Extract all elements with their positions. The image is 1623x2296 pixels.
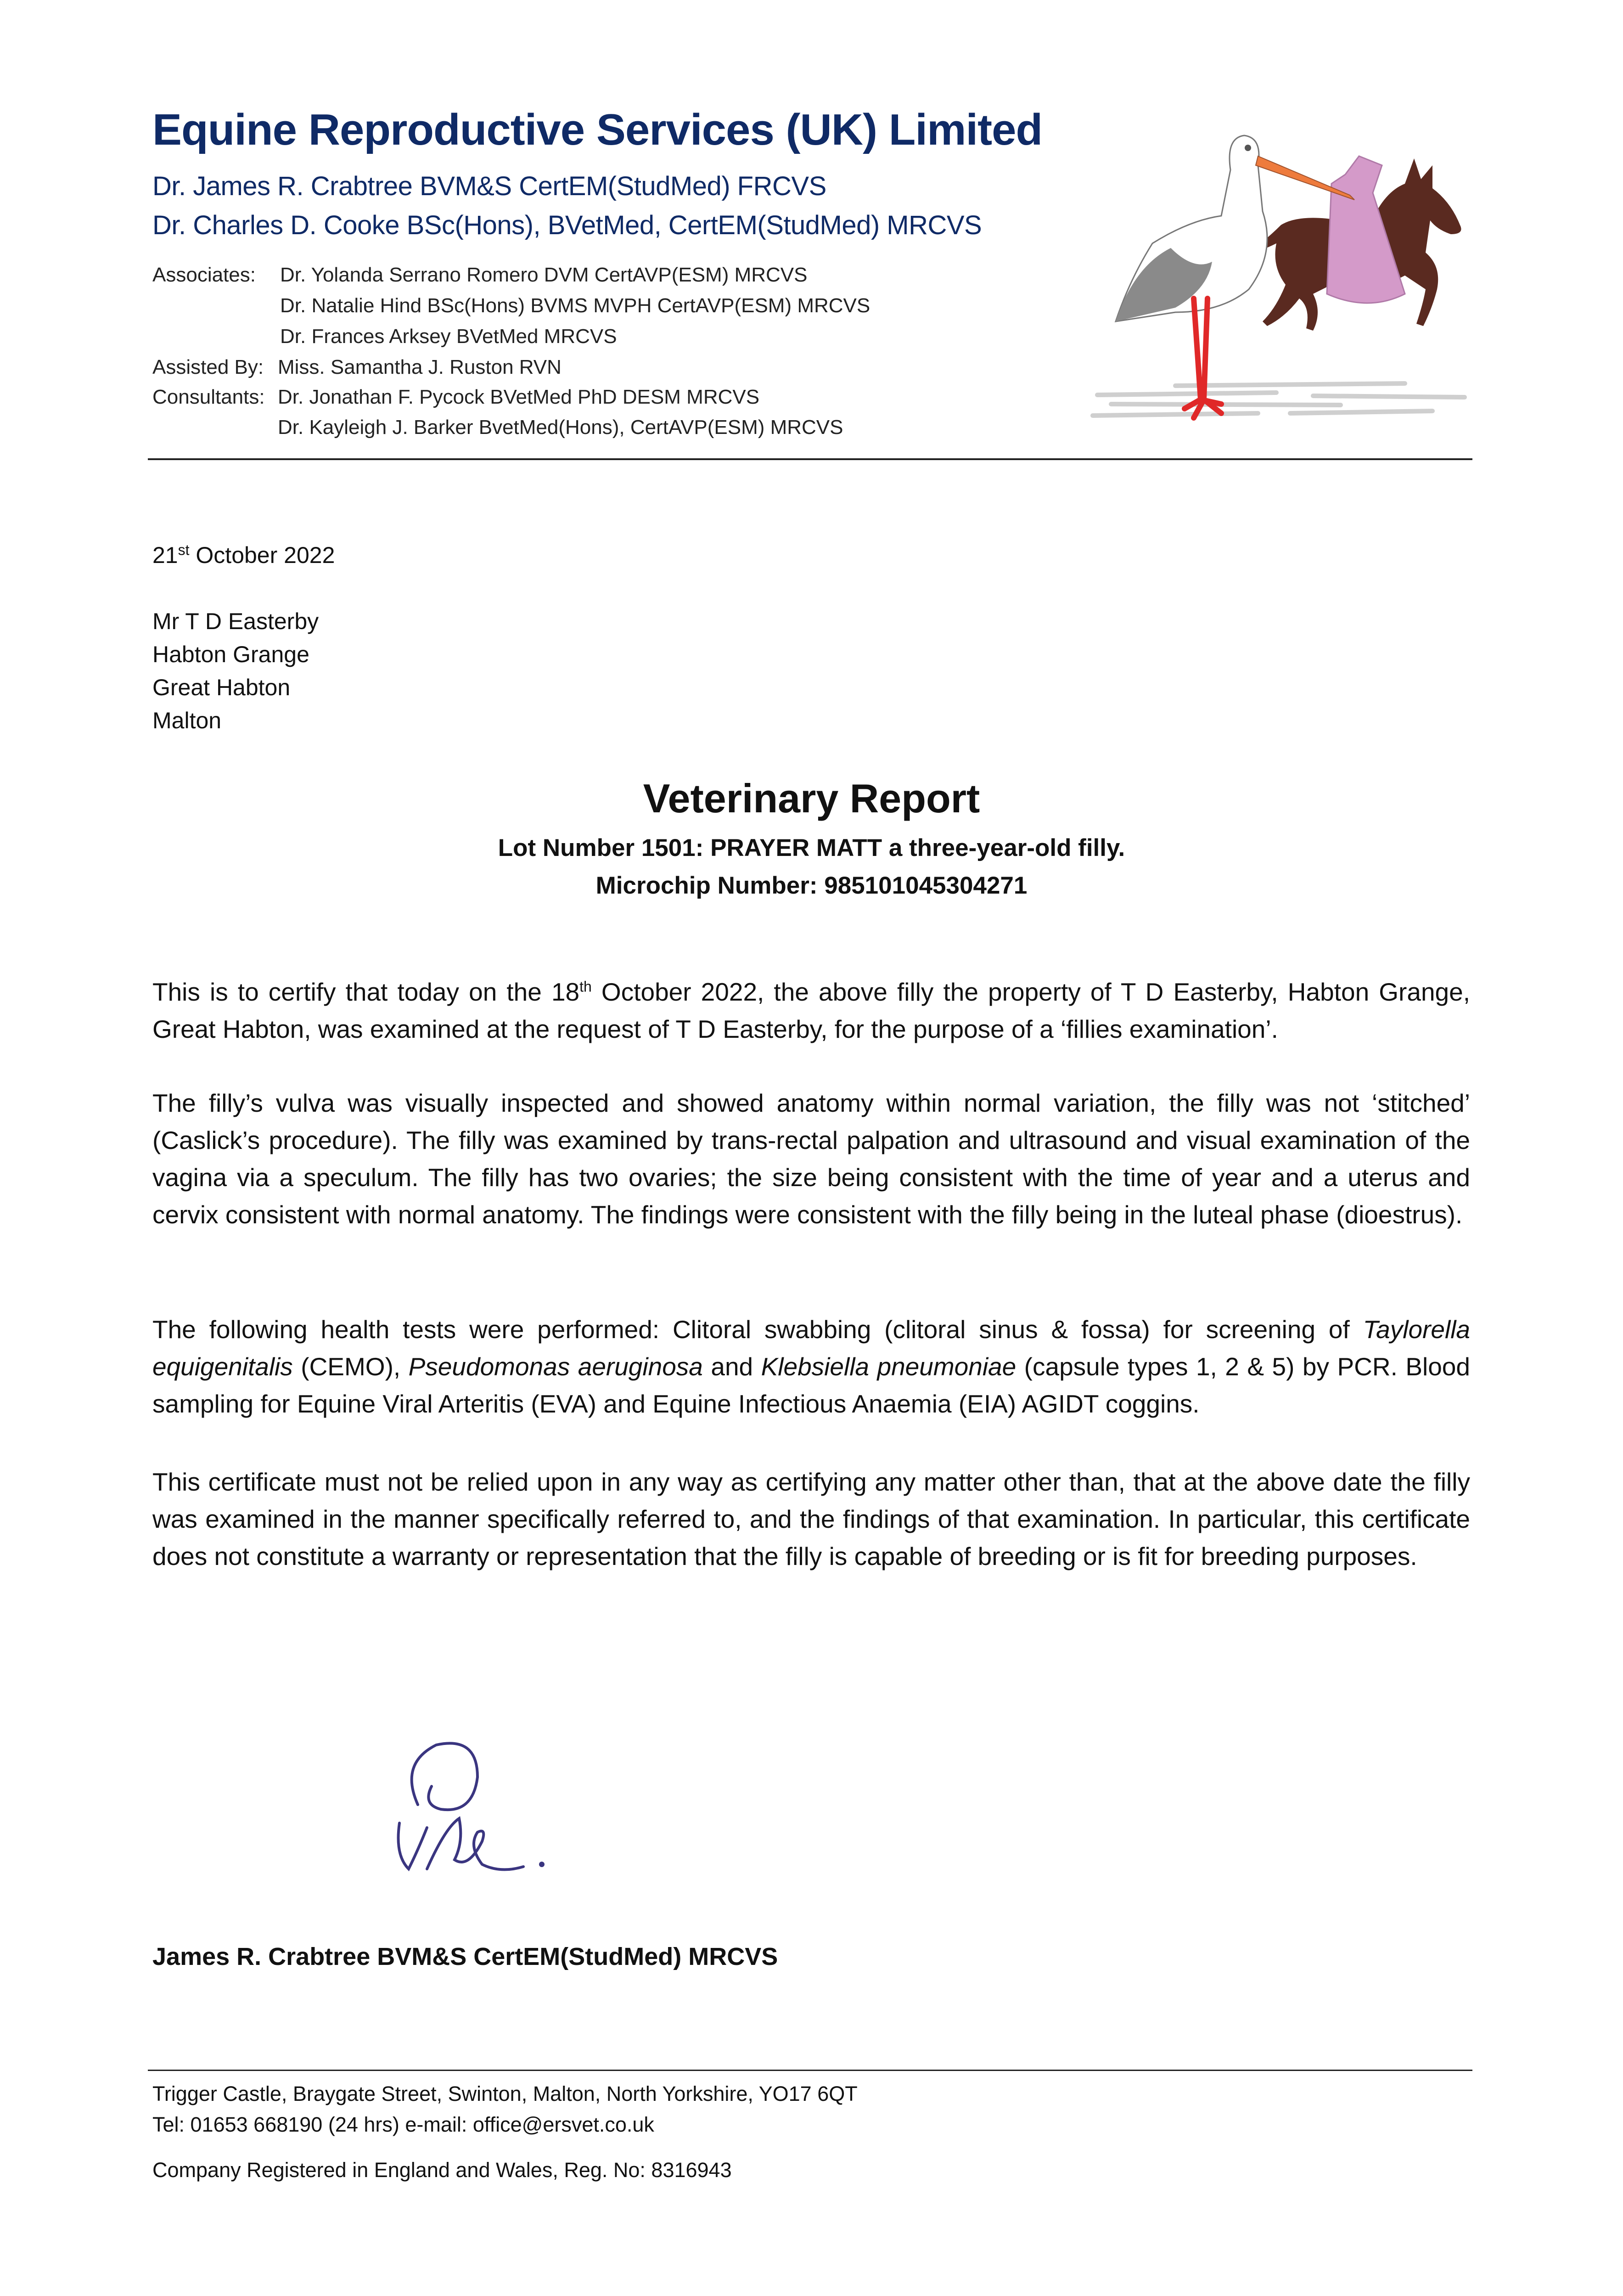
recipient-line: Habton Grange (152, 642, 309, 667)
recipient-line: Malton (152, 708, 222, 733)
species-name: Taylorella equigenitalis (152, 1315, 1470, 1381)
footer-address: Trigger Castle, Braygate Street, Swinton, Malton, North Yorkshire, YO17 6QT (152, 2082, 858, 2105)
paragraph-certification (152, 974, 1470, 1048)
species-name: Pseudomonas aeruginosa (408, 1352, 703, 1381)
associates-label: Associates: (152, 264, 256, 286)
footer-registration: Company Registered in England and Wales, Reg. No: 8316943 (152, 2158, 732, 2182)
ground-shadow (1093, 383, 1465, 416)
recipient-line: Mr T D Easterby (152, 608, 319, 634)
date-rest: October 2022 (189, 542, 335, 568)
paragraph-health-tests (152, 1311, 1470, 1423)
stork-foal-logo (1084, 115, 1478, 436)
date-day: 21 (152, 542, 178, 568)
consultant-name: Dr. Kayleigh J. Barker BvetMed(Hons), CertAVP(ESM) MRCVS (278, 416, 843, 439)
recipient-line: Great Habton (152, 675, 291, 700)
consultant-name: Dr. Jonathan F. Pycock BVetMed PhD DESM MRCVS (278, 386, 760, 408)
text: and (702, 1352, 761, 1381)
footer-divider (148, 2070, 1472, 2071)
associate-name: Dr. Yolanda Serrano Romero DVM CertAVP(ESM) MRCVS (280, 264, 808, 286)
lot-number: Lot Number 1501: PRAYER MATT a three-year-old filly. (498, 834, 1125, 861)
associate-name: Dr. Natalie Hind BSc(Hons) BVMS MVPH CertAVP(ESM) MRCVS (280, 294, 870, 317)
associate-name: Dr. Frances Arksey BVetMed MRCVS (280, 325, 617, 348)
footer-contact: Tel: 01653 668190 (24 hrs) e-mail: office@ersvet.co.uk (152, 2113, 654, 2136)
text: (capsule types 1, 2 & 5) by PCR. Blood sampling for Equine Viral Arteritis (EVA) and Equine Infectious Anaemia (EIA) AGIDT coggins. (152, 1352, 1470, 1418)
text: This is to certify that today on the 18 (152, 978, 580, 1006)
paragraph-disclaimer: This certificate must not be relied upon in any way as certifying any matter other than, that at the above date the filly was examined in the manner specifically referred to, and the findings of that examination. In particular, this certificate does not constitute a warranty or representation that the filly is capable of breeding or is fit for breeding purposes. (152, 1468, 1470, 1570)
text: The following health tests were performed: Clitoral swabbing (clitoral sinus & fossa) for screening of (152, 1315, 1363, 1344)
date-suffix: st (178, 541, 190, 558)
ordinal-suffix: th (579, 978, 592, 995)
letter-date (152, 542, 335, 568)
partner-name: Dr. Charles D. Cooke BSc(Hons), BVetMed, CertEM(StudMed) MRCVS (152, 210, 982, 240)
species-name: Klebsiella pneumoniae (761, 1352, 1016, 1381)
signature (390, 1736, 556, 1878)
report-title: Veterinary Report (643, 776, 980, 821)
text: (CEMO), (292, 1352, 409, 1381)
assisted-label: Assisted By: (152, 356, 264, 378)
text: October 2022, the above filly the property of T D Easterby, Habton Grange, Great Habton, was examined at the request of T D Easterby, for the purpose of a ‘fillies examination’. (152, 978, 1470, 1043)
paragraph-findings: The filly’s vulva was visually inspected and showed anatomy within normal variation, the filly was not ‘stitched’ (Caslick’s procedure). The filly was examined by trans-rectal palpation and ultrasound and visual examination of the vagina via a speculum. The filly has two ovaries; the size being consistent with the time of year and a uterus and cervix consistent with normal anatomy. The findings were consistent with the filly being in the luteal phase (dioestrus). (152, 1089, 1470, 1229)
partner-name: Dr. James R. Crabtree BVM&S CertEM(StudMed) FRCVS (152, 171, 826, 201)
consultants-label: Consultants: (152, 386, 265, 408)
signatory-name: James R. Crabtree BVM&S CertEM(StudMed) MRCVS (152, 1943, 778, 1970)
header-divider (148, 458, 1472, 460)
company-name: Equine Reproductive Services (UK) Limited (152, 105, 1043, 154)
microchip-number: Microchip Number: 985101045304271 (595, 872, 1028, 899)
assistant-name: Miss. Samantha J. Ruston RVN (278, 356, 562, 378)
